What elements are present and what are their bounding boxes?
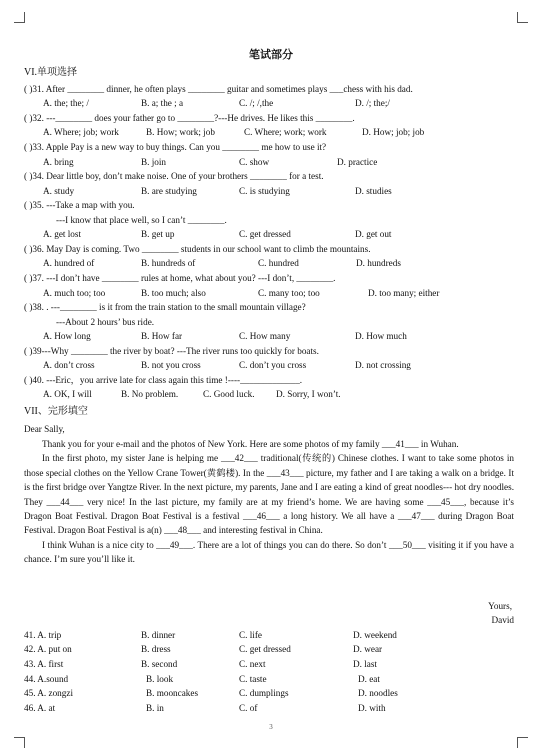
cloze-45-option-d: D. noodles	[358, 688, 398, 698]
crop-mark-top-right	[517, 12, 528, 23]
question-33-option-a: A. bring	[43, 157, 74, 167]
cloze-46-option-d: D. with	[358, 703, 386, 713]
cloze-46-option-c: C. of	[239, 703, 258, 713]
cloze-41-option-a: 41. A. trip	[24, 630, 62, 640]
question-33-option-c: C. show	[239, 157, 270, 167]
question-32-stem: ( )32. ---________ does your father go to ________?---He drives. He likes this ________.	[24, 113, 355, 123]
question-37-option-c: C. many too; too	[258, 288, 320, 298]
question-38-option-a: A. How long	[43, 331, 91, 341]
cloze-42-option-b: B. dress	[141, 644, 171, 654]
letter-body	[24, 437, 514, 567]
question-32-option-a: A. Where; job; work	[43, 127, 119, 137]
question-38-reply: ---About 2 hours’ bus ride.	[56, 317, 155, 327]
cloze-44-option-b: B. look	[146, 674, 174, 684]
letter-paragraph-2: In the first photo, my sister Jane is helping me ___42___ traditional(传统的) Chinese clothes. I want to take some photos in those special clothes on the Yellow Crane Tower(黄鹤楼). In the ___43___ picture, my father and I are taking a walk on a bridge. It is the first bridge over Yangtze River. In the next picture, my parents, Jane and I are eating a kind of great noodles--- hot dry noodles. They ___44___ very nice! In the last picture, my family are at my friend’s home. We are having some ___45___, because it’s Dragon Boat Festival. Dragon Boat Festival is a festival ___46___ a long history. We all have a ___47___ during Dragon Boat Festival. Dragon Boat Festival is a(n) ___48___ and interesting festival in China.	[24, 453, 514, 536]
question-31-option-c: C. /; /,the	[239, 98, 274, 108]
question-37-option-a: A. much too; too	[43, 288, 106, 298]
letter-paragraph-3: I think Wuhan is a nice city to ___49___. There are a lot of things you can do there. So don’t ___50___ visiting it if you have a chance. I’m sure you’ll like it.	[24, 539, 514, 565]
question-31-option-a: A. the; the; /	[43, 98, 89, 108]
question-34-option-c: C. is studying	[239, 186, 290, 196]
question-31-option-d: D. /; the;/	[355, 98, 390, 108]
question-39-stem: ( )39---Why ________ the river by boat? ---The river runs too quickly for boats.	[24, 346, 319, 356]
cloze-41-option-b: B. dinner	[141, 630, 176, 640]
question-37-option-b: B. too much; also	[141, 288, 206, 298]
question-32-option-d: D. How; job; job	[362, 127, 425, 137]
question-36-option-c: C. hundred	[258, 258, 299, 268]
question-32-option-b: B. How; work; job	[146, 127, 215, 137]
question-39-option-a: A. don’t cross	[43, 360, 95, 370]
question-35-option-d: D. get out	[355, 229, 392, 239]
question-33-option-d: D. practice	[337, 157, 378, 167]
question-34-option-d: D. studies	[355, 186, 392, 196]
question-33-stem: ( )33. Apple Pay is a new way to buy things. Can you ________ me how to use it?	[24, 142, 327, 152]
letter-closing: Yours,	[488, 601, 512, 611]
cloze-43-option-d: D. last	[353, 659, 377, 669]
question-40-option-a: A. OK, I will	[43, 389, 92, 399]
cloze-43-option-c: C. next	[239, 659, 266, 669]
cloze-42-option-a: 42. A. put on	[24, 644, 72, 654]
question-34-stem: ( )34. Dear little boy, don’t make noise. One of your brothers ________ for a test.	[24, 171, 324, 181]
question-32-option-c: C. Where; work; work	[244, 127, 327, 137]
cloze-45-option-a: 45. A. zongzi	[24, 688, 73, 698]
question-35-option-b: B. get up	[141, 229, 175, 239]
question-35-stem: ( )35. ---Take a map with you.	[24, 200, 135, 210]
cloze-43-option-b: B. second	[141, 659, 178, 669]
question-37-option-d: D. too many; either	[368, 288, 440, 298]
section-7-heading: VII、完形填空	[24, 406, 88, 417]
page-title: 笔试部分	[249, 49, 293, 61]
question-40-option-c: C. Good luck.	[203, 389, 255, 399]
question-40-stem: ( )40. ---Eric，you arrive late for class again this time !----_____________.	[24, 375, 303, 385]
cloze-45-option-b: B. mooncakes	[146, 688, 199, 698]
question-31-stem: ( )31. After ________ dinner, he often plays ________ guitar and sometimes plays ___chess with his dad.	[24, 84, 413, 94]
question-34-option-a: A. study	[43, 186, 75, 196]
question-38-option-d: D. How much	[355, 331, 407, 341]
question-35-option-c: C. get dressed	[239, 229, 291, 239]
question-37-stem: ( )37. ---I don’t have ________ rules at home, what about you? ---I don’t, ________.	[24, 273, 336, 283]
letter-greeting: Dear Sally,	[24, 424, 65, 434]
letter-signature: David	[491, 615, 514, 625]
question-38-option-c: C. How many	[239, 331, 291, 341]
question-34-option-b: B. are studying	[141, 186, 197, 196]
question-38-option-b: B. How far	[141, 331, 183, 341]
question-35-reply: ---I know that place well, so I can’t ________.	[56, 215, 227, 225]
cloze-45-option-c: C. dumplings	[239, 688, 289, 698]
cloze-44-option-d: D. eat	[358, 674, 380, 684]
page-number: 3	[269, 723, 273, 731]
cloze-43-option-a: 43. A. first	[24, 659, 64, 669]
question-36-option-a: A. hundred of	[43, 258, 95, 268]
cloze-44-option-a: 44. A.sound	[24, 674, 69, 684]
question-33-option-b: B. join	[141, 157, 167, 167]
question-39-option-d: D. not crossing	[355, 360, 411, 370]
crop-mark-bottom-left	[14, 737, 25, 748]
question-35-option-a: A. get lost	[43, 229, 82, 239]
question-38-stem: ( )38. . ---________ is it from the train station to the small mountain village?	[24, 302, 306, 312]
cloze-46-option-a: 46. A. at	[24, 703, 56, 713]
question-40-option-d: D. Sorry, I won’t.	[276, 389, 341, 399]
cloze-44-option-c: C. taste	[239, 674, 267, 684]
cloze-42-option-d: D. wear	[353, 644, 383, 654]
section-6-heading: VI.单项选择	[24, 67, 78, 78]
question-39-option-b: B. not you cross	[141, 360, 201, 370]
cloze-41-option-c: C. life	[239, 630, 262, 640]
question-36-option-d: D. hundreds	[356, 258, 401, 268]
letter-paragraph-1: Thank you for your e-mail and the photos of New York. Here are some photos of my family ___41___ in Wuhan.	[42, 439, 459, 449]
question-36-stem: ( )36. May Day is coming. Two ________ students in our school want to climb the mountains.	[24, 244, 371, 254]
question-40-option-b: B. No problem.	[121, 389, 179, 399]
crop-mark-bottom-right	[517, 737, 528, 748]
cloze-41-option-d: D. weekend	[353, 630, 397, 640]
cloze-42-option-c: C. get dressed	[239, 644, 291, 654]
crop-mark-top-left	[14, 12, 25, 23]
question-31-option-b: B. a; the ; a	[141, 98, 184, 108]
question-39-option-c: C. don’t you cross	[239, 360, 307, 370]
cloze-46-option-b: B. in	[146, 703, 164, 713]
question-36-option-b: B. hundreds of	[141, 258, 196, 268]
